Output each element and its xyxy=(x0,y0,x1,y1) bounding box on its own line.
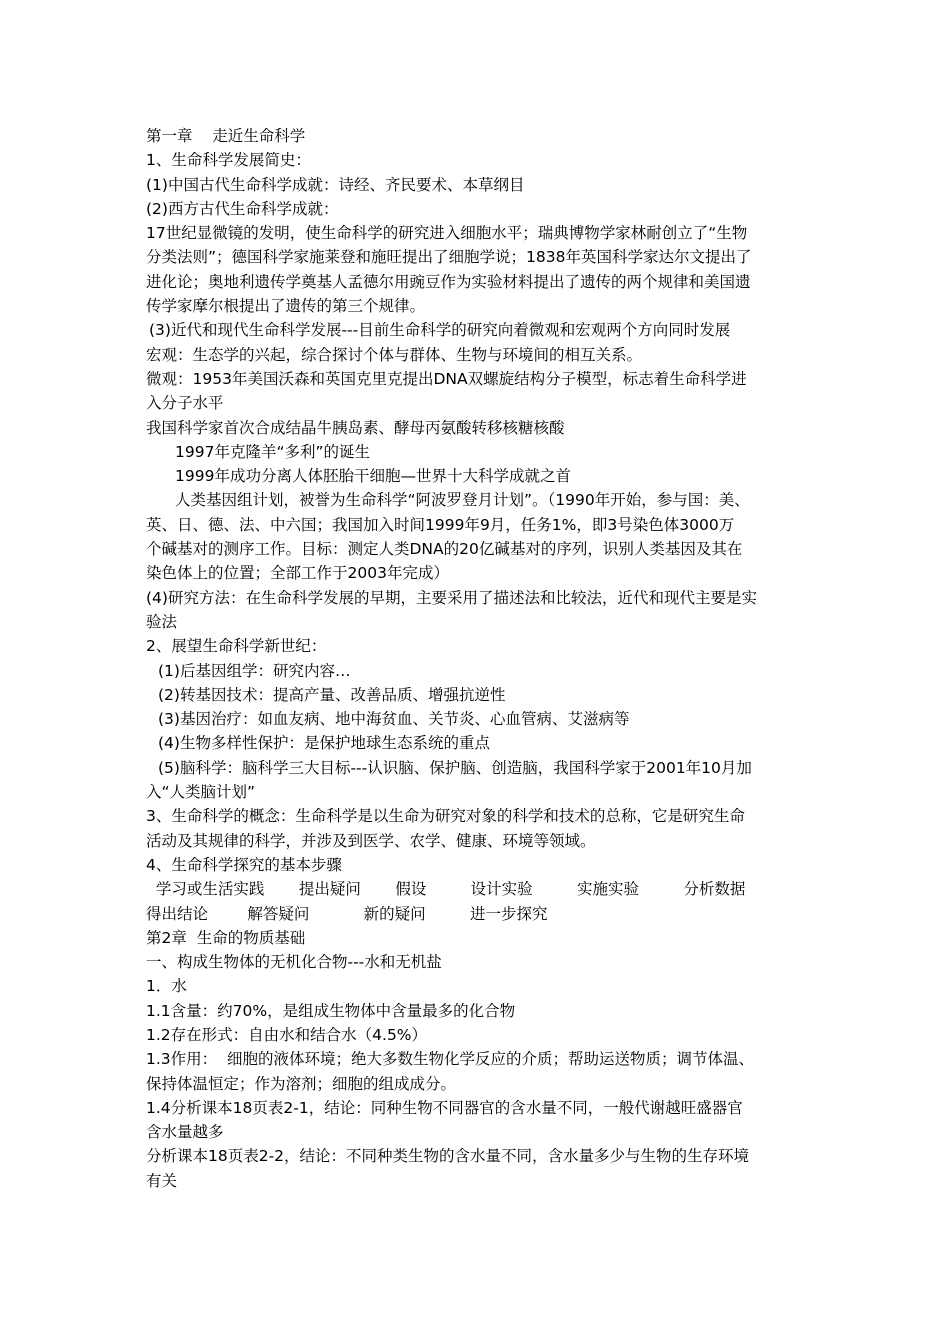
text-line: 17世纪显微镜的发明，使生命科学的研究进入细胞水平；瑞典博物学家林耐创立了“生物 xyxy=(146,224,748,243)
text-line: (5)脑科学：脑科学三大目标---认识脑、保护脑、创造脑，我国科学家于2001年10月加 xyxy=(158,758,752,777)
text-line: 2、展望生命科学新世纪： xyxy=(146,637,327,656)
text-line: 验法 xyxy=(146,612,178,631)
text-line: (1)后基因组学：研究内容… xyxy=(158,661,351,680)
text-line: 分析课本18页表2-2，结论：不同种类生物的含水量不同，含水量多少与生物的生存环境 xyxy=(146,1147,750,1166)
text-line: 人类基因组计划，被誉为生命科学“阿波罗登月计划”。（1990年开始，参与国：美、 xyxy=(175,491,750,510)
text-line: 分类法则”；德国科学家施莱登和施旺提出了细胞学说；1838年英国科学家达尔文提出了 xyxy=(146,248,752,267)
text-line: 英、日、德、法、中六国；我国加入时间1999年9月，任务1%，即3号染色体3000万 xyxy=(146,515,735,534)
text-line: 学习或生活实践 提出疑问 假设 设计实验 实施实验 分析数据 xyxy=(146,880,746,899)
text-line: (4)研究方法：在生命科学发展的早期，主要采用了描述法和比较法，近代和现代主要是实 xyxy=(146,588,757,607)
text-line: 有关 xyxy=(146,1171,178,1190)
document-page xyxy=(146,124,826,1193)
text-line: 进化论；奥地利遗传学奠基人孟德尔用豌豆作为实验材料提出了遗传的两个规律和美国遗 xyxy=(146,272,751,291)
text-line: 4、生命科学探究的基本步骤 xyxy=(146,855,342,874)
text-line: (3)近代和现代生命科学发展---目前生命科学的研究向着微观和宏观两个方向同时发展 xyxy=(149,321,731,340)
text-line: 1.4分析课本18页表2-1，结论：同种生物不同器官的含水量不同，一般代谢越旺盛器官 xyxy=(146,1098,743,1117)
text-line: 1.1含量：约70%，是组成生物体中含量最多的化合物 xyxy=(146,1001,516,1020)
text-line: 3、生命科学的概念：生命科学是以生命为研究对象的科学和技术的总称，它是研究生命 xyxy=(146,807,745,826)
text-line: 入分子水平 xyxy=(146,394,224,413)
text-line: (2)转基因技术：提高产量、改善品质、增强抗逆性 xyxy=(158,685,506,704)
text-line: 活动及其规律的科学，并涉及到医学、农学、健康、环境等领域。 xyxy=(146,831,596,850)
text-line: 入“人类脑计划” xyxy=(146,783,256,802)
text-line: 一、构成生物体的无机化合物---水和无机盐 xyxy=(146,953,442,972)
text-line: 1、生命科学发展简史： xyxy=(146,151,311,170)
text-line: 第一章 走近生命科学 xyxy=(146,127,306,145)
text-line: 传学家摩尔根提出了遗传的第三个规律。 xyxy=(146,297,426,316)
text-line: 含水量越多 xyxy=(146,1123,224,1142)
text-line: 1．水 xyxy=(146,977,187,996)
text-line: 我国科学家首次合成结晶牛胰岛素、酵母丙氨酸转移核糖核酸 xyxy=(146,418,565,437)
text-line: 微观：1953年美国沃森和英国克里克提出DNA双螺旋结构分子模型，标志着生命科学进 xyxy=(146,369,747,388)
text-line: 宏观：生态学的兴起，综合探讨个体与群体、生物与环境间的相互关系。 xyxy=(146,345,643,364)
text-line: (1)中国古代生命科学成就：诗经、齐民要术、本草纲目 xyxy=(146,175,525,194)
text-line: 保持体温恒定；作为溶剂；细胞的组成成分。 xyxy=(146,1074,457,1093)
text-line: 1.2存在形式：自由水和结合水（4.5%） xyxy=(146,1025,428,1044)
text-line: (4)生物多样性保护：是保护地球生态系统的重点 xyxy=(158,734,490,753)
text-line: (3)基因治疗：如血友病、地中海贫血、关节炎、心血管病、艾滋病等 xyxy=(158,710,630,729)
text-line: 个碱基对的测序工作。目标：测定人类DNA的20亿碱基对的序列，识别人类基因及其在 xyxy=(146,540,743,559)
text-line: 1997年克隆羊“多利”的诞生 xyxy=(175,442,371,461)
text-line: 1999年成功分离人体胚胎干细胞—世界十大科学成就之首 xyxy=(175,467,571,486)
text-line: (2)西方古代生命科学成就： xyxy=(146,199,339,218)
text-line: 得出结论 解答疑问 新的疑问 进一步探究 xyxy=(146,904,548,923)
text-line: 第2章 生命的物质基础 xyxy=(146,928,306,947)
text-line: 染色体上的位置；全部工作于2003年完成） xyxy=(146,564,449,583)
text-line: 1.3作用： 细胞的液体环境；绝大多数生物化学反应的介质；帮助运送物质；调节体温、 xyxy=(146,1050,755,1069)
